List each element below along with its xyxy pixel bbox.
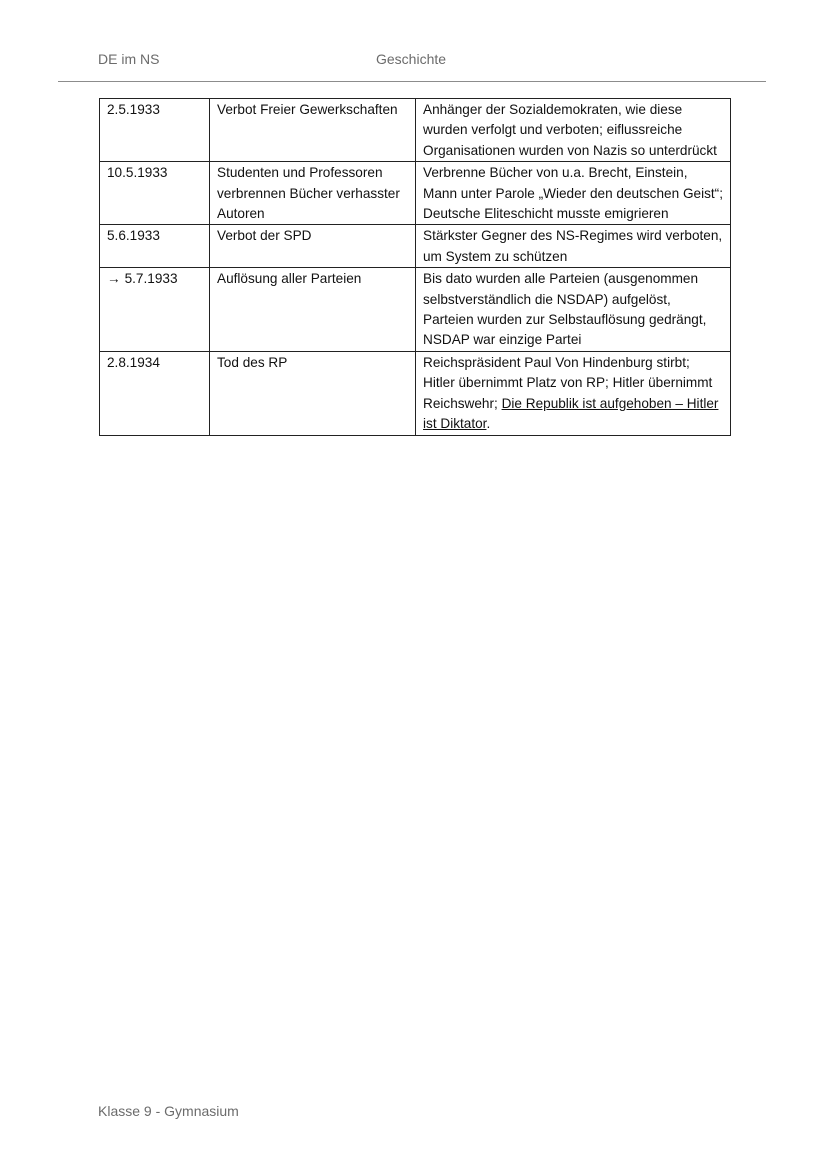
table-row: [100, 225, 731, 268]
table-row: [100, 351, 731, 435]
description-text: Reichspräsident Paul Von Hindenburg stirbt; Hitler übernimmt Platz von RP; Hitler übernimmt Reichswehr;: [423, 354, 713, 411]
timeline-table: [99, 98, 731, 436]
date-cell: 5.6.1933: [100, 225, 210, 268]
description-cell: Anhänger der Sozialdemokraten, wie diese wurden verfolgt und verboten; eiflussreiche Organisationen wurden von Nazis so unterdrückt: [416, 99, 731, 162]
description-cell: Bis dato wurden alle Parteien (ausgenommen selbstverständlich die NSDAP) aufgelöst, Parteien wurden zur Selbstauflösung gedrängt, NSDAP war einzige Partei: [416, 268, 731, 352]
event-cell: Verbot der SPD: [210, 225, 416, 268]
header-left-title: DE im NS: [98, 51, 160, 67]
event-cell: Auflösung aller Parteien: [210, 268, 416, 352]
event-cell: Studenten und Professoren verbrennen Bücher verhasster Autoren: [210, 162, 416, 225]
date-cell: [100, 268, 210, 352]
description-underlined-text: Die Republik ist aufgehoben – Hitler ist Diktator: [423, 395, 719, 432]
footer-text: Klasse 9 - Gymnasium: [98, 1103, 239, 1119]
event-cell: Verbot Freier Gewerkschaften: [210, 99, 416, 162]
description-cell: Stärkster Gegner des NS-Regimes wird verboten, um System zu schützen: [416, 225, 731, 268]
table-row: [100, 268, 731, 352]
table-row: [100, 162, 731, 225]
date-cell: 10.5.1933: [100, 162, 210, 225]
date-cell: 2.8.1934: [100, 351, 210, 435]
table-row: [100, 99, 731, 162]
description-cell: [416, 351, 731, 435]
header-subject: Geschichte: [376, 51, 447, 67]
description-end-text: .: [486, 416, 491, 432]
event-cell: Tod des RP: [210, 351, 416, 435]
date-text: 5.7.1933: [124, 271, 178, 287]
date-cell: 2.5.1933: [100, 99, 210, 162]
header-divider: [58, 81, 766, 82]
arrow-right-icon: →: [107, 271, 121, 287]
description-cell: Verbrenne Bücher von u.a. Brecht, Einstein, Mann unter Parole „Wieder den deutschen Geist“; Deutsche Eliteschicht musste emigrieren: [416, 162, 731, 225]
